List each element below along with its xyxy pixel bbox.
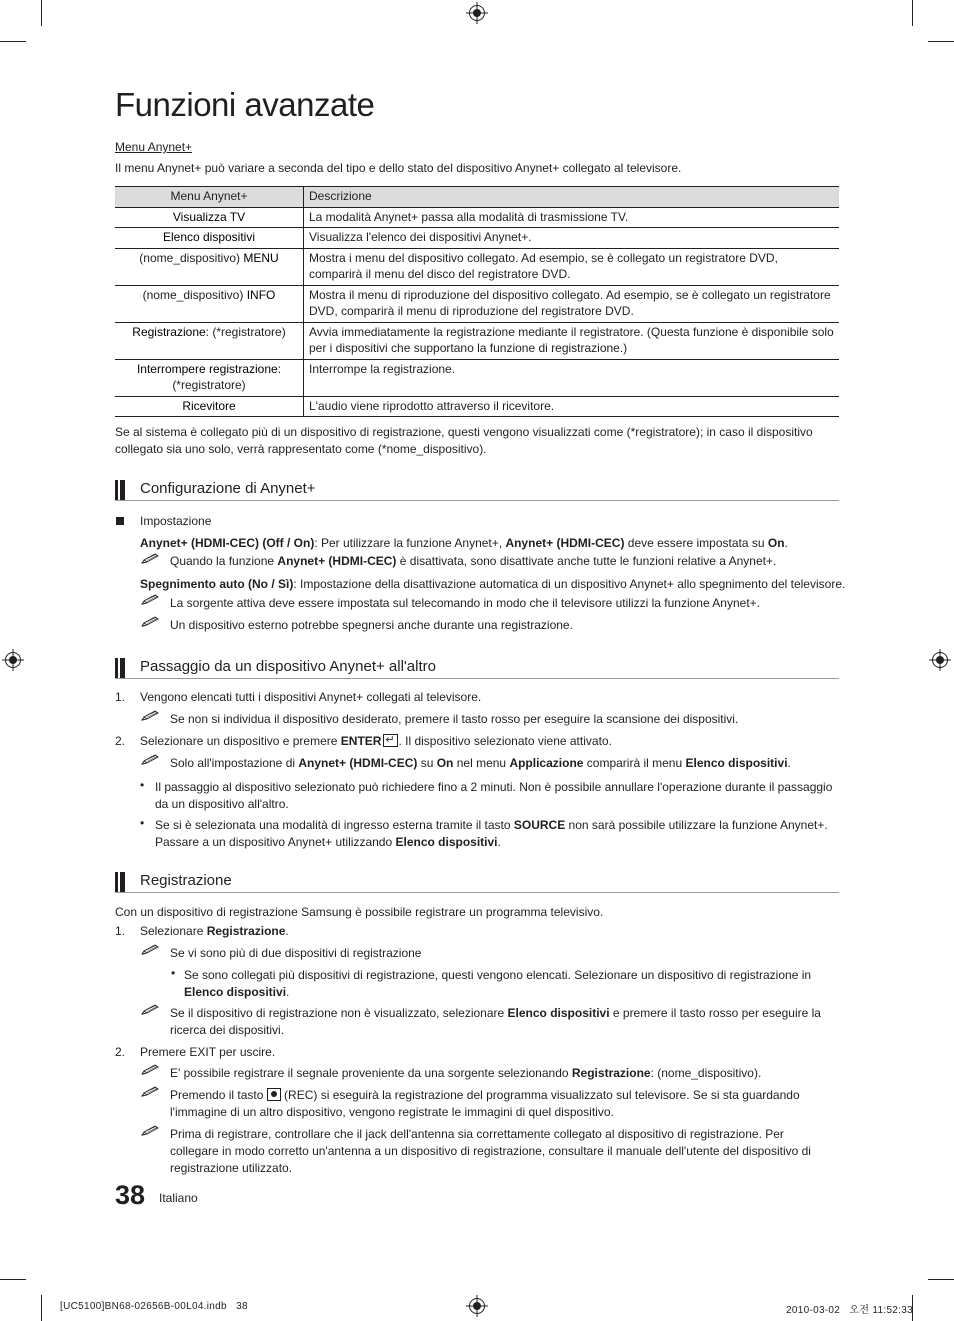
rec-note-5: Prima di registrare, controllare che il jack dell'antenna sia correttamente collegato al dispositivo di registrazione. Per collegare in modo corretto un'antenna a un dispositivo di registrazione, consultare il manuale dell'utente del dispositivo di registrazione utilizzato. [170,1127,811,1175]
note-pencil-icon [141,1086,159,1098]
page-language: Italiano [159,1191,198,1205]
step-number: 2. [115,1045,126,1059]
anynet-menu-table [115,186,839,417]
step-number: 2. [115,734,126,748]
config-note-2: La sorgente attiva deve essere impostata sul telecomando in modo che il televisore utilizzi la funzione Anynet+. [170,596,761,610]
switch-bullet-2: Se si è selezionata una modalità di ingresso esterna tramite il tasto SOURCE non sarà possibile utilizzare la funzione Anynet+. Passare a un dispositivo Anynet+ utilizzando Elenco dispositivi. [155,818,828,849]
registration-mark-icon [469,5,485,21]
menu-description-cell: Interrompe la registrazione. [304,359,840,396]
page-title: Funzioni avanzate [115,86,375,123]
table-header-menu: Menu Anynet+ [115,187,304,208]
section-config-header [115,478,839,501]
registration-mark-icon [932,652,948,668]
rec-note-3: E' possibile registrare il segnale proveniente da una sorgente selezionando Registrazione: (nome_dispositivo). [170,1066,762,1080]
section-rec-header [115,870,839,893]
menu-description-cell: Avvia immediatamente la registrazione mediante il registratore. (Questa funzione è disponibile solo per i dispositivi che supportano la funzione di registrazione.) [304,322,840,359]
rec-note-1: Se vi sono più di due dispositivi di registrazione [170,946,422,960]
config-note-1: Quando la funzione Anynet+ (HDMI-CEC) è disattivata, sono disattivate anche tutte le funzioni relative a Anynet+. [170,554,777,568]
crop-mark [41,1295,42,1321]
crop-mark [928,1279,954,1280]
section-bar-icon [115,872,125,892]
menu-intro: Il menu Anynet+ può variare a seconda del tipo e dello stato del dispositivo Anynet+ collegato al televisore. [115,161,682,175]
switch-note-1: Se non si individua il dispositivo desiderato, premere il tasto rosso per eseguire la scansione dei dispositivi. [170,712,739,726]
table-row [115,248,839,285]
rec-step-1: Selezionare Registrazione. [140,924,289,938]
note-pencil-icon [141,553,159,565]
crop-mark [0,1279,26,1280]
crop-mark [41,0,42,26]
rec-button-icon [267,1088,281,1101]
section-bar-icon [115,658,125,678]
footer-timestamp: 2010-03-02 오전 11:52:33 [786,1305,913,1316]
menu-description-cell: L'audio viene riprodotto attraverso il ricevitore. [304,396,840,417]
rec-note-2: Se il dispositivo di registrazione non è visualizzato, selezionare Elenco dispositivi e premere il tasto rosso per eseguire la ricerca dei dispositivi. [170,1006,821,1037]
menu-description-cell: Mostra il menu di riproduzione del dispositivo collegato. Ad esempio, se è collegato un registratore DVD, comparirà il menu di riproduzione del registratore DVD. [304,285,840,322]
note-pencil-icon [141,1064,159,1076]
rec-sub-bullet: Se sono collegati più dispositivi di registrazione, questi vengono elencati. Selezionare un dispositivo di registrazione in Elenco dispositivi. [184,968,812,999]
menu-item-cell: (nome_dispositivo) MENU [115,248,304,285]
bullet-dot-icon: • [140,816,145,830]
bullet-dot-icon: • [140,778,145,792]
crop-mark [0,41,26,42]
table-row [115,285,839,322]
switch-note-2: Solo all'impostazione di Anynet+ (HDMI-CEC) su On nel menu Applicazione comparirà il menu Elenco dispositivi. [170,756,791,770]
menu-description-cell: La modalità Anynet+ passa alla modalità di trasmissione TV. [304,207,840,228]
hdmi-cec-setting: Anynet+ (HDMI-CEC) (Off / On): Per utilizzare la funzione Anynet+, Anynet+ (HDMI-CEC) deve essere impostata su On. [140,536,788,550]
menu-heading: Menu Anynet+ [115,140,193,154]
rec-step-2: Premere EXIT per uscire. [140,1045,276,1059]
enter-key-icon [383,734,398,747]
crop-mark [912,0,913,26]
section-switch-header [115,656,839,679]
step-number: 1. [115,924,126,938]
table-header-description: Descrizione [304,187,840,208]
rec-intro: Con un dispositivo di registrazione Samsung è possibile registrare un programma televisivo. [115,905,604,919]
menu-item-cell: Registrazione: (*registratore) [115,322,304,359]
menu-item-cell: Interrompere registrazione: (*registratore) [115,359,304,396]
bullet-dot-icon: • [171,966,176,980]
registration-mark-icon [5,652,21,668]
note-pencil-icon [141,1125,159,1137]
config-note-3: Un dispositivo esterno potrebbe spegnersi anche durante una registrazione. [170,618,573,632]
switch-step-1: Vengono elencati tutti i dispositivi Anynet+ collegati al televisore. [140,690,482,704]
table-row [115,396,839,417]
menu-item-cell: Elenco dispositivi [115,228,304,249]
step-number: 1. [115,690,126,704]
switch-bullet-1: Il passaggio al dispositivo selezionato può richiedere fino a 2 minuti. Non è possibile annullare l'operazione durante il passaggio da un dispositivo all'altro. [155,780,833,811]
section-title: Registrazione [140,872,232,889]
table-row [115,228,839,249]
switch-step-2: Selezionare un dispositivo e premere ENTER↵ . Il dispositivo selezionato viene attivato. [140,733,612,750]
recorder-note: Se al sistema è collegato più di un dispositivo di registrazione, questi vengono visualizzati come (*registratore); in caso il dispositivo collegato sia uno solo, verrà rappresentato come (*nome_dispositivo). [115,425,813,456]
table-row [115,359,839,396]
menu-description-cell: Mostra i menu del dispositivo collegato. Ad esempio, se è collegato un registratore DVD, comparirà il menu del disco del registratore DVD. [304,248,840,285]
note-pencil-icon [141,1004,159,1016]
page-number: 38 [115,1180,146,1210]
config-item: Impostazione [140,514,212,528]
menu-item-cell: Ricevitore [115,396,304,417]
section-title: Passaggio da un dispositivo Anynet+ all'altro [140,658,436,675]
note-pencil-icon [141,754,159,766]
section-title: Configurazione di Anynet+ [140,480,316,497]
note-pencil-icon [141,710,159,722]
registration-mark-icon [469,1298,485,1314]
auto-off-setting: Spegnimento auto (No / Sì): Impostazione della disattivazione automatica di un dispositivo Anynet+ allo spegnimento del televisore. [140,577,846,591]
note-pencil-icon [141,594,159,606]
table-header [115,187,839,208]
crop-mark [928,41,954,42]
menu-description-cell: Visualizza l'elenco dei dispositivi Anynet+. [304,228,840,249]
note-pencil-icon [141,616,159,628]
square-bullet-icon [116,517,124,525]
section-bar-icon [115,480,125,500]
footer-filename: [UC5100]BN68-02656B-00L04.indb 38 [60,1301,248,1312]
table-row [115,207,839,228]
rec-note-4: Premendo il tasto (REC) si eseguirà la registrazione del programma visualizzato sul televisore. Se si sta guardando l'immagine di un altro dispositivo, vengono registrate le immagini di quel dispositivo. [170,1088,800,1119]
menu-item-cell: (nome_dispositivo) INFO [115,285,304,322]
note-pencil-icon [141,944,159,956]
table-row [115,322,839,359]
menu-item-cell: Visualizza TV [115,207,304,228]
